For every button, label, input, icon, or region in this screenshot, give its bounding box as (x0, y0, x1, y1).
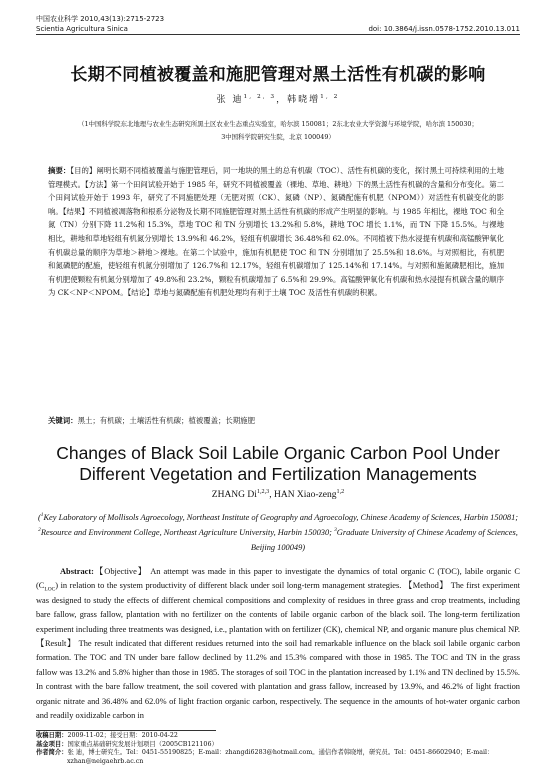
footnote-author-email: xzhan@neigaehrb.ac.cn (67, 758, 144, 766)
en-objective-label: 【Objective】 (93, 567, 148, 576)
en-author-1: ZHANG Di (211, 490, 257, 500)
author-bio-label: 作者简介： (36, 749, 68, 757)
cn-abstract-label: 摘要： (48, 166, 71, 175)
en-affiliations (36, 510, 520, 555)
footnote-divider (36, 730, 216, 731)
en-affil-2: Resource and Environment College, Northeast Agriculture University, Harbin 150030; (40, 528, 335, 537)
cn-author-1-sup: 1, 2, 3 (243, 94, 277, 100)
en-affil-3: Graduate University of Chinese Academy of Sciences, Beijing 100049) (250, 528, 518, 552)
en-author-2-sup: 1,2 (336, 488, 345, 495)
en-method-text: The first experiment was designed to study the effects of different chemical compositions and complexity of residues in three grass and crop treatments, including bare fallow, grass fallow, plantation with no fertilizer on the contents of labile organic carbon of the black soil. The long-term fertilization experiment including three treatments was designed, i.e., plantation with on fertilizer (CK), chemical NP, and organic manure plus chemical NP. (36, 581, 520, 634)
fund-label: 基金项目： (36, 740, 68, 748)
cn-title: 长期不同植被覆盖和施肥管理对黑土活性有机碳的影响 (70, 65, 486, 85)
en-title-line-1: Changes of Black Soil Labile Organic Carbon Pool Under (56, 443, 500, 463)
en-title-line-2: Different Vegetation and Fertilization Managements (79, 464, 477, 484)
received-label: 收稿日期： (36, 732, 68, 739)
en-affil-sup-2: 2 (38, 527, 41, 534)
header-divider (36, 34, 520, 35)
author-bio-text: 张 迪，博士研究生。Tel：0451-55190825；E-mail：zhangdi6283@hotmail.com。通信作者韩晓增，研究员。Tel：0451-86602940；E-mail： (67, 749, 494, 757)
en-objective-sub: LOC (44, 587, 56, 594)
en-author-2: HAN Xiao-zeng (273, 490, 337, 500)
cn-affil-text-1: 1中国科学院东北地理与农业生态研究所黑土区农业生态重点实验室，哈尔滨 150081；2东北农业大学资源与环境学院，哈尔滨 150030； (84, 120, 478, 128)
cn-author-sep: ， (276, 95, 288, 105)
cn-affil-line-2: 3中国科学院研究生院，北京 100049） (221, 133, 335, 141)
footnote-author (36, 749, 520, 758)
en-result-label: 【Result】 (36, 639, 76, 649)
cn-keywords-text: 黑土；有机碳；土壤活性有机碳；植被覆盖；长期施肥 (77, 416, 255, 425)
en-title (36, 443, 520, 485)
footnote-received (36, 732, 520, 741)
journal-en-name: Scientia Agricultura Sinica (36, 25, 128, 33)
cn-author-1: 张 迪 (216, 95, 244, 105)
received-text: 2009-11-02；接受日期：2010-04-22 (67, 732, 178, 739)
en-method-label: 【Method】 (403, 581, 449, 591)
en-affil-open: ( (37, 513, 41, 522)
en-authors (36, 490, 520, 500)
cn-affil-line-1 (44, 118, 512, 131)
en-affil-sup-3: 3 (334, 527, 337, 534)
en-affil-sup-1: 1 (40, 512, 44, 519)
fund-text: 国家重点基础研究发展计划项目（2005CB121106） (67, 740, 218, 748)
en-abstract-label: Abstract: (60, 567, 94, 576)
cn-author-2-sup: 1, 2 (320, 94, 340, 100)
cn-affiliations (44, 118, 512, 144)
cn-author-2: 韩晓增 (287, 95, 321, 105)
doi: doi: 10.3864/j.issn.0578-1752.2010.13.011 (368, 25, 520, 33)
cn-keywords (48, 415, 504, 427)
en-result-text: The result indicated that different residues returned into the soil had remarkable influence on the black soil labile organic carbon formation. The TOC and TN under bare fallow declined by 11.2% and 15.3% compared with those in 1985. The TOC and TN in the grass fallow was 13.2% and 5.8% higher than those in 1985. The storages of soil TOC in the plantation increased by 1.1% and TN declined by 15.5%. In contrast with the bare fallow treatment, the soil covered with plantation and grass fallow, increased by 13.9%, and 46.2% of light fraction organic nitrate and 36.48% and 62.0% of light fraction organic carbon, respectively. The sequence in the amounts of hot-water organic carbon and readily oxidizable carbon in (36, 639, 521, 721)
cn-abstract-text: 【目的】阐明长期不同植被覆盖与施肥管理后，同一地块的黑土的总有机碳（TOC）、活性有机碳的变化，探讨黑土可持续利用的土地管理模式。【方法】第一个田间试验开始于 1985 年，研究不同植被覆盖（裸地、草地、耕地）下的黑土活性有机碳的含量和分布变化。第二个田间试验开始于 1993 年，研究了不同施肥处理（无肥对照（CK）、氮磷（NP）、氮磷配施有机肥（NPOM））对活性有机碳变化的影响。【结果】不同植被凋落物和根系分泌物及长期不同施肥管理对黑土活性有机碳的形成产生明显的影响。与 1985 年相比，裸地 TOC 和全氮（TN）分别下降 11.2%和 15.3%，草地 TOC 和 TN 分别增长 13.2%和 5.8%，耕地 TOC 增长 1.1%，而 TN 下降 15.5%。与裸地相比，耕地和草地轻组有机氮分别增长 13.9%和 46.2%，轻组有机碳增长 36.48%和 62.0%。不同植被下热水浸提有机碳和高锰酸钾氧化有机碳总量的顺序为草地＞耕地＞裸地。在第二个试验中，施加有机肥使 TOC 和 TN 分别增加了 25.5%和 18.6%。与对照相比，有机肥和氮磷肥的配施，使轻组有机氮分别增加了 126.7%和 12.17%，轻组有机碳增加了 125.14%和 17.14%。与对照和施氮磷肥相比，施加有机肥使颗粒有机氮分别增加了 49.8%和 23.2%，颗粒有机碳增加了 6.5%和 29.9%。高锰酸钾氧化有机碳和热水浸提有机碳含量的顺序为 CK＜NP＜NPOM。【结论】草地与氮磷配施有机肥处理均有利于土壤 TOC 及活性有机碳的积累。 (48, 166, 504, 298)
en-author-1-sup: 1,2,3 (256, 488, 270, 495)
journal-cn-issue: 中国农业科学 2010,43(13):2715-2723 (36, 15, 165, 23)
en-affil-1: Key Laboratory of Mollisols Agroecology, Northeast Institute of Geography and Agroecology, Chinese Academy of Sciences, Harbin 150081; (43, 513, 519, 522)
footnotes (36, 732, 520, 767)
en-abstract (36, 565, 520, 723)
cn-abstract (48, 164, 504, 300)
en-author-sep: , (269, 490, 274, 500)
cn-affil-open: （ (78, 120, 85, 128)
en-objective-text-a: An attempt was made in this paper to investigate the dynamics of total organic C (TOC), labile organic C (C (36, 567, 520, 591)
en-objective-text-b: ) in relation to the system productivity of different black under soil long-term management strategies. (55, 581, 404, 591)
cn-keywords-label: 关键词： (48, 416, 78, 425)
cn-authors (36, 92, 520, 105)
